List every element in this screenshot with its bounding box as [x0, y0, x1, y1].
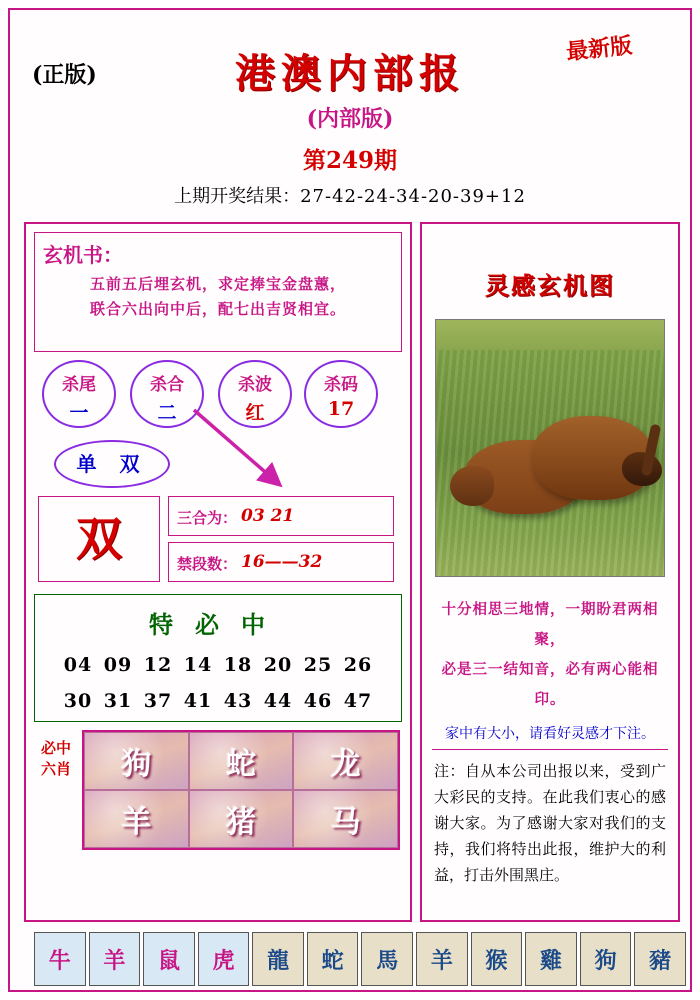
- zodiac-picture-cell: [293, 790, 398, 848]
- number-cell: 47: [343, 690, 373, 712]
- pick-value: 二: [157, 402, 177, 424]
- number-row-1: [35, 654, 401, 676]
- left-column: [24, 222, 412, 922]
- page-header: [10, 10, 690, 210]
- company-notice: 注：自从本公司出报以来，受到广大彩民的支持。在此我们衷心的感谢大家。为了感谢大家对我们的支持，我们将特出此报，维护大的利益，打击外围黑庄。: [434, 762, 666, 884]
- page-title: 港澳内部报: [235, 50, 465, 97]
- number-cell: 46: [303, 690, 333, 712]
- zodiac-tile: 鼠: [143, 932, 195, 986]
- pick-value: 一: [69, 402, 89, 424]
- poster-page: [8, 8, 692, 992]
- number-cell: 37: [143, 690, 173, 712]
- sanhe-label: 三合为：: [177, 509, 238, 527]
- number-cell: 12: [143, 654, 173, 676]
- zodiac-tile: 猴: [471, 932, 523, 986]
- zodiac-picture-cell: [293, 732, 398, 790]
- dan-shuang-label: 单 双: [76, 452, 148, 476]
- xuanji-box: [34, 232, 402, 352]
- middle-block: [34, 494, 402, 586]
- sanhe-row: [168, 496, 394, 536]
- number-cell: 43: [223, 690, 253, 712]
- pick-sha-wei: [42, 360, 116, 428]
- zodiac-picture-cell: [189, 790, 294, 848]
- zodiac-name: 狗: [121, 747, 152, 782]
- issue-number: 第249期: [302, 147, 397, 174]
- lingan-note: 家中有大小，请看好灵感才下注。: [445, 726, 655, 742]
- pick-label: 杀波: [238, 375, 272, 395]
- last-draw-label: 上期开奖结果：: [174, 186, 301, 207]
- zodiac-tile: 牛: [34, 932, 86, 986]
- te-bi-zhong-box: [34, 594, 402, 722]
- xuanji-title: 玄机书：: [43, 243, 123, 267]
- number-cell: 20: [263, 654, 293, 676]
- poem-line-1: 十分相思三地情，一期盼君两相聚，: [441, 601, 659, 648]
- number-cell: 25: [303, 654, 333, 676]
- number-cell: 26: [343, 654, 373, 676]
- zodiac-tile: 龍: [252, 932, 304, 986]
- big-word-box: [38, 496, 160, 582]
- zodiac-tile: 蛇: [307, 932, 359, 986]
- lingan-title: 灵感玄机图: [485, 271, 615, 300]
- zodiac-tile: 雞: [525, 932, 577, 986]
- number-cell: 41: [183, 690, 213, 712]
- dan-shuang-ellipse: [54, 440, 170, 488]
- number-cell: 18: [223, 654, 253, 676]
- pick-sha-ma: [304, 360, 378, 428]
- divider: [432, 749, 668, 750]
- zodiac-tile: 虎: [198, 932, 250, 986]
- zodiac-tile: 羊: [416, 932, 468, 986]
- big-word: 双: [76, 512, 122, 566]
- last-draw-result: [10, 182, 690, 208]
- pick-label: 杀尾: [62, 375, 96, 395]
- last-draw-numbers: 27-42-24-34-20-39+12: [300, 186, 526, 207]
- poem-line-2: 必是三一结知音，必有两心能相印。: [441, 661, 659, 708]
- jinduan-label: 禁段数：: [177, 555, 238, 573]
- xuanji-line-2: 联合六出向中后，配七出吉贤相宜。: [89, 300, 346, 318]
- number-cell: 30: [63, 690, 93, 712]
- zodiac-name: 蛇: [225, 747, 256, 782]
- jinduan-value: 16——32: [241, 552, 323, 572]
- sanhe-value: 03 21: [241, 506, 295, 526]
- zodiac-name: 马: [330, 805, 361, 840]
- zodiac-picture-cell: [84, 790, 189, 848]
- sub-title: (内部版): [306, 106, 394, 132]
- jinduan-row: [168, 542, 394, 582]
- te-bi-zhong-title: 特必中: [149, 610, 287, 639]
- pick-label: 杀码: [324, 375, 358, 395]
- number-row-2: [35, 690, 401, 712]
- zodiac-strip: [34, 932, 686, 986]
- zodiac-picture-cell: [84, 732, 189, 790]
- cow-photo: [435, 319, 665, 577]
- pick-value: 红: [245, 402, 265, 424]
- pick-value: 17: [327, 398, 355, 420]
- number-cell: 04: [63, 654, 93, 676]
- zodiac-tile: 馬: [361, 932, 413, 986]
- page-body: [24, 222, 680, 922]
- zodiac-tile: 羊: [89, 932, 141, 986]
- zodiac-name: 龙: [330, 747, 361, 782]
- zodiac-name: 猪: [225, 805, 256, 840]
- edition-label: (正版): [32, 62, 97, 88]
- zodiac-tile: 豬: [634, 932, 686, 986]
- xuanji-line-1: 五前五后埋玄机，求定捧宝金盘蕙，: [89, 275, 346, 293]
- cow-head-front: [450, 466, 494, 506]
- pick-label: 杀合: [150, 375, 184, 395]
- zodiac-tile: 狗: [580, 932, 632, 986]
- bi-zhong-liu-xiao-label: 必中六肖: [40, 739, 71, 778]
- number-cell: 44: [263, 690, 293, 712]
- number-cell: 31: [103, 690, 133, 712]
- arrow-icon: [186, 404, 296, 490]
- zodiac-picture-area: [34, 730, 402, 854]
- right-column: [420, 222, 680, 922]
- zodiac-name: 羊: [121, 805, 152, 840]
- zodiac-picture-cell: [189, 732, 294, 790]
- newest-badge: 最新版: [564, 32, 634, 66]
- number-cell: 14: [183, 654, 213, 676]
- number-cell: 09: [103, 654, 133, 676]
- zodiac-picture-grid: [82, 730, 400, 850]
